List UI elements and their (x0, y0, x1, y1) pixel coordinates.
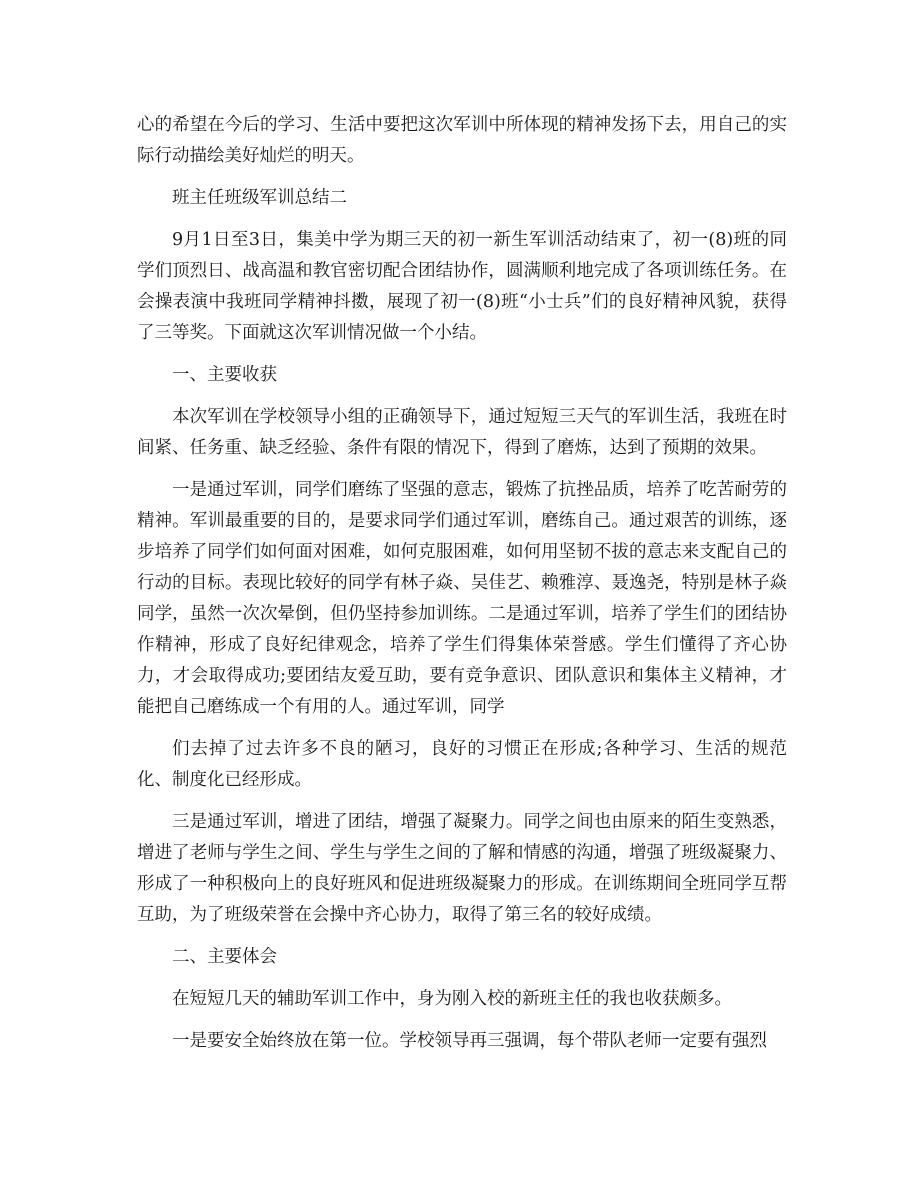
paragraph-intro: 9月1日至3日，集美中学为期三天的初一新生军训活动结束了，初一(8)班的同学们顶烈日、战高温和教官密切配合团结协作，圆满顺利地完成了各项训练任务。在会操表演中我班同学精神抖擞，展现了初一(8)班“小士兵”们的良好精神风貌，获得了三等奖。下面就这次军训情况做一个小结。 (137, 230, 787, 343)
heading-main-experience: 二、主要体会 (172, 947, 277, 967)
paragraph-point-three: 三是通过军训，增进了团结，增强了凝聚力。同学之间也由原来的陌生变熟悉，增进了老师与学生之间、学生与学生之间的了解和情感的沟通，增强了班级凝聚力、形成了一种积极向上的良好班风和促进班级凝聚力的形成。在训练期间全班同学互帮互助，为了班级荣誉在会操中齐心协力，取得了第三名的较好成绩。 (137, 812, 787, 925)
paragraph-continuation: 心的希望在今后的学习、生活中要把这次军训中所体现的精神发扬下去，用自己的实际行动描绘美好灿烂的明天。 (137, 115, 787, 166)
paragraph-point-one: 一是通过军训，同学们磨练了坚强的意志，锻炼了抗挫品质，培养了吃苦耐劳的精神。军训最重要的目的，是要求同学们通过军训，磨练自己。通过艰苦的训练，逐步培养了同学们如何面对困难，如何克服困难，如何用坚韧不拔的意志来支配自己的行动的目标。表现比较好的同学有林子焱、吴佳艺、赖雅淳、聂逸尧，特别是林子焱同学，虽然一次次晕倒，但仍坚持参加训练。二是通过军训，培养了学生们的团结协作精神，形成了良好纪律观念，培养了学生们得集体荣誉感。学生们懂得了齐心协力，才会取得成功;要团结友爱互助，要有竞争意识、团队意识和集体主义精神，才能把自己磨练成一个有用的人。通过军训，同学 (137, 480, 787, 717)
paragraph-experience-intro: 在短短几天的辅助军训工作中，身为刚入校的新班主任的我也收获颇多。 (172, 989, 732, 1009)
section-title: 班主任班级军训总结二 (172, 188, 347, 208)
paragraph-safety: 一是要安全始终放在第一位。学校领导再三强调，每个带队老师一定要有强烈 (172, 1031, 767, 1051)
paragraph-overview: 本次军训在学校领导小组的正确领导下，通过短短三天气的军训生活，我班在时间紧、任务重、缺乏经验、条件有限的情况下，得到了磨炼，达到了预期的效果。 (137, 407, 787, 458)
document-page (137, 110, 787, 1068)
paragraph-habits: 们去掉了过去许多不良的陋习，良好的习惯正在形成;各种学习、生活的规范化、制度化已经形成。 (137, 739, 787, 790)
heading-main-gains: 一、主要收获 (172, 365, 277, 385)
